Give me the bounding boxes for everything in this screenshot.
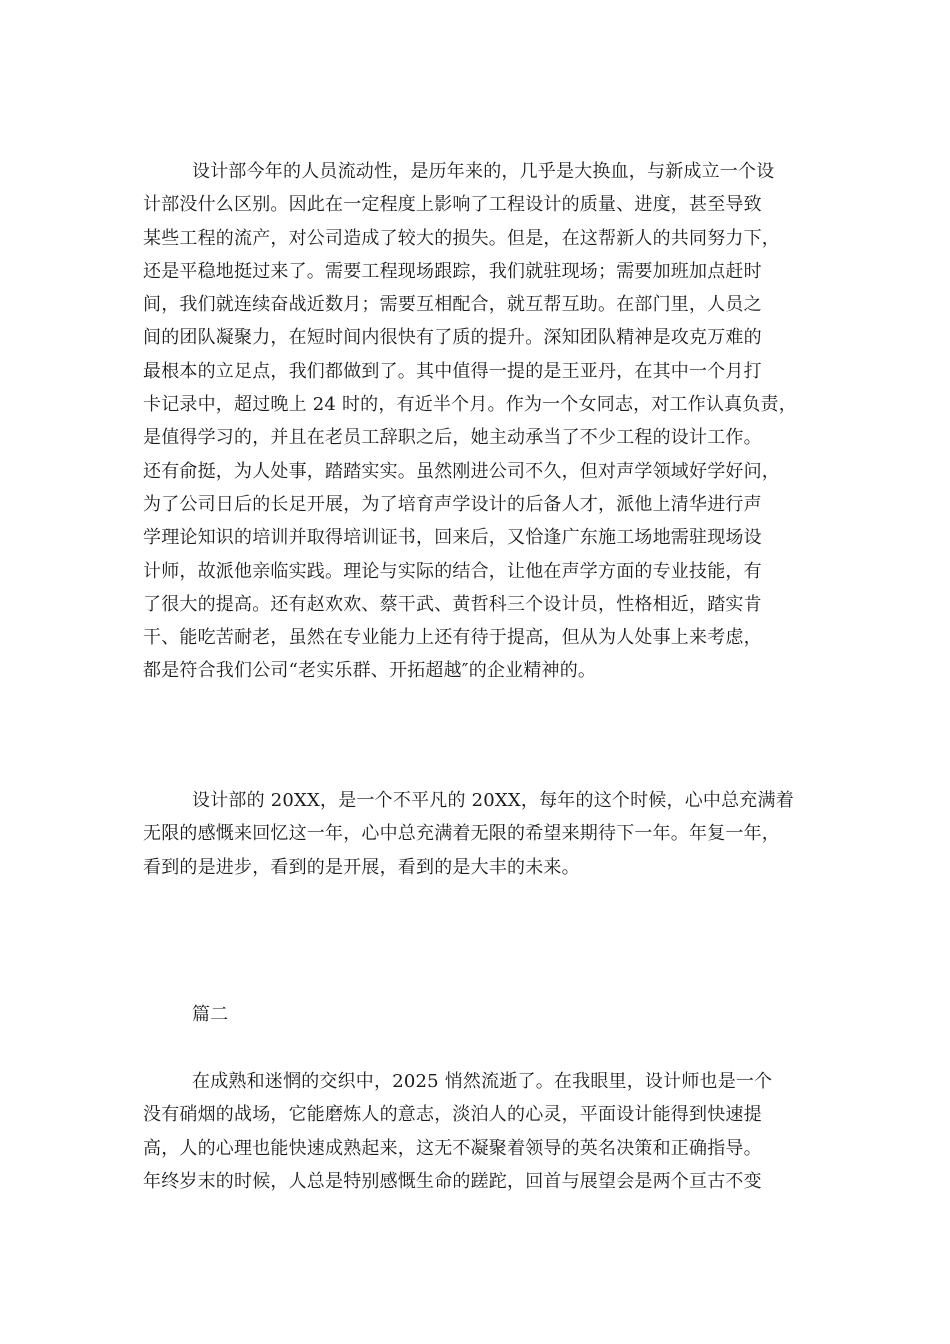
- paragraph-designer-growth: [143, 1065, 813, 1198]
- paragraph-line: 年终岁末的时候，人总是特别感慨生命的蹉跎，回首与展望会是两个亘古不变: [143, 1170, 762, 1192]
- paragraph-line: 卡记录中，超过晚上 24 时的，有近半个月。作为一个女同志，对工作认真负责，: [143, 394, 797, 416]
- paragraph-line: 看到的是进步，看到的是开展，看到的是大丰的未来。: [143, 856, 580, 878]
- paragraph-line: 某些工程的流产，对公司造成了较大的损失。但是，在这帮新人的共同努力下，: [143, 227, 780, 249]
- paragraph-line: 间的团队凝聚力，在短时间内很快有了质的提升。深知团队精神是攻克万难的: [143, 327, 762, 349]
- paragraph-year-reflection: [143, 784, 813, 884]
- paragraph-line: 高，人的心理也能快速成熟起来，这无不凝聚着领导的英名决策和正确指导。: [143, 1137, 762, 1159]
- paragraph-line: 还有俞挺，为人处事，踏踏实实。虽然刚进公司不久，但对声学领域好学好问，: [143, 460, 780, 482]
- paragraph-line: 在成熟和迷惘的交织中，2025 悄然流逝了。在我眼里，设计师也是一个: [192, 1071, 773, 1092]
- paragraph-line: 是值得学习的，并且在老员工辞职之后，她主动承当了不少工程的设计工作。: [143, 427, 762, 449]
- paragraph-line: 都是符合我们公司“老实乐群、开拓超越″的企业精神的。: [143, 660, 597, 682]
- paragraph-line: 间，我们就连续奋战近数月；需要互相配合，就互帮互助。在部门里，人员之: [143, 294, 762, 316]
- paragraph-line: 计部没什么区别。因此在一定程度上影响了工程设计的质量、进度，甚至导致: [143, 194, 762, 216]
- section-heading: [143, 998, 813, 1031]
- paragraph-line: 最根本的立足点，我们都做到了。其中值得一提的是王亚丹，在其中一个月打: [143, 360, 762, 382]
- paragraph-line: 计师，故派他亲临实践。理论与实际的结合，让他在声学方面的专业技能，有: [143, 560, 762, 582]
- section-heading-text: 篇二: [192, 1004, 229, 1025]
- paragraph-line: 没有硝烟的战场，它能磨炼人的意志，淡泊人的心灵，平面设计能得到快速提: [143, 1104, 762, 1126]
- paragraph-line: 干、能吃苦耐老，虽然在专业能力上还有待于提高，但从为人处事上来考虑，: [143, 627, 762, 649]
- paragraph-line: 设计部的 20XX，是一个不平凡的 20XX，每年的这个时候，心中总充满着: [192, 790, 794, 811]
- paragraph-line: 为了公司日后的长足开展，为了培育声学设计的后备人才，派他上清华进行声: [143, 493, 762, 515]
- paragraph-line: 还是平稳地挺过来了。需要工程现场跟踪，我们就驻现场；需要加班加点赶时: [143, 260, 762, 282]
- paragraph-line: 了很大的提高。还有赵欢欢、蔡干武、黄哲科三个设计员，性格相近，踏实肯: [143, 593, 762, 615]
- paragraph-line: 无限的感慨来回忆这一年，心中总充满着无限的希望来期待下一年。年复一年，: [143, 823, 780, 845]
- paragraph-design-dept-staffing: [143, 155, 813, 688]
- paragraph-line: 学理论知识的培训并取得培训证书，回来后，又恰逢广东施工场地需驻现场设: [143, 527, 762, 549]
- paragraph-line: 设计部今年的人员流动性，是历年来的，几乎是大换血，与新成立一个设: [192, 161, 775, 182]
